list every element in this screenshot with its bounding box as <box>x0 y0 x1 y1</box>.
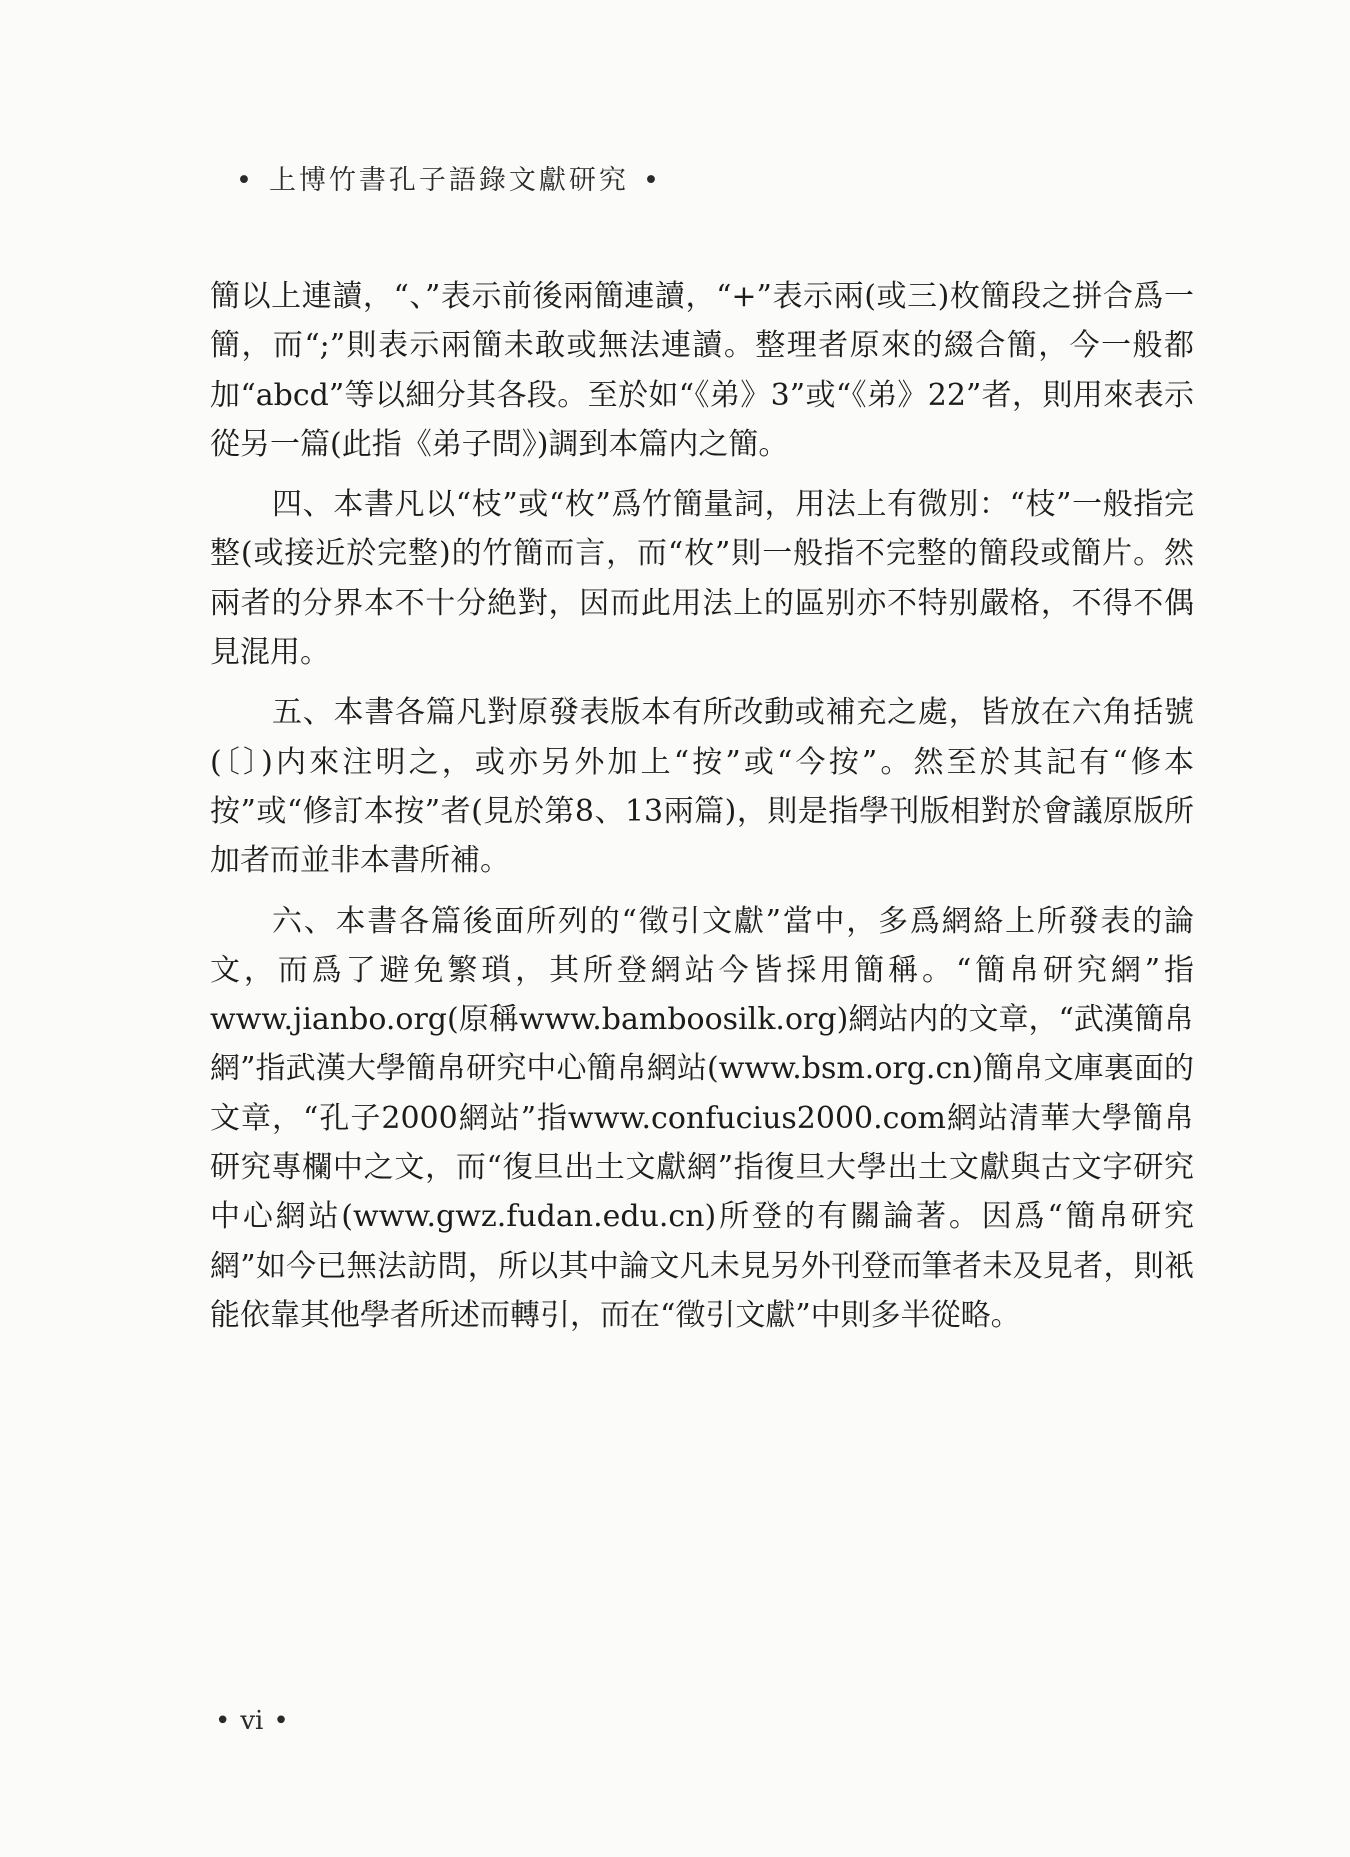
paragraph-item-4: 四、本書凡以“枝”或“枚”爲竹簡量詞，用法上有微別：“枝”一般指完整(或接近於完整)的竹簡而言，而“枚”則一般指不完整的簡段或簡片。然兩者的分界本不十分絶對，因而此用法上的區别亦不特别嚴格，不得不偶見混用。 <box>210 487 1194 671</box>
body-text <box>210 272 1194 1340</box>
page-footer <box>205 1706 299 1736</box>
footer-bullet-right: • <box>273 1706 289 1736</box>
header-bullet-left: • <box>236 165 255 196</box>
running-header <box>222 158 676 197</box>
header-bullet-right: • <box>642 165 662 196</box>
page-number: vi <box>240 1706 264 1736</box>
running-header-title: 上博竹書孔子語錄文獻研究 <box>268 165 629 196</box>
paragraph-item-6: 六、本書各篇後面所列的“徵引文獻”當中，多爲網絡上所發表的論文，而爲了避免繁瑣，其所登網站今皆採用簡稱。“簡帛研究網”指www.jianbo.org(原稱www.bamboosilk.org)網站内的文章，“武漢簡帛網”指武漢大學簡帛研究中心簡帛網站(www.bsm.org.cn)簡帛文庫裏面的文章，“孔子2000網站”指www.confucius2000.com網站清華大學簡帛研究專欄中之文，而“復旦出土文獻網”指復旦大學出土文獻與古文字研究中心網站(www.gwz.fudan.edu.cn)所登的有關論著。因爲“簡帛研究網”如今已無法訪問，所以其中論文凡未見另外刊登而筆者未及見者，則衹能依靠其他學者所述而轉引，而在“徵引文獻”中則多半從略。 <box>210 903 1194 1333</box>
footer-bullet-left: • <box>215 1706 231 1736</box>
paragraph-item-5: 五、本書各篇凡對原發表版本有所改動或補充之處，皆放在六角括號(〔〕)内來注明之，或亦另外加上“按”或“今按”。然至於其記有“修本按”或“修訂本按”者(見於第8、13兩篇)，則是指學刊版相對於會議原版所加者而並非本書所補。 <box>210 695 1194 879</box>
paragraph-continued: 簡以上連讀，“、”表示前後兩簡連讀，“+”表示兩(或三)枚簡段之拼合爲一簡，而“;”則表示兩簡未敢或無法連讀。整理者原來的綴合簡，今一般都加“abcd”等以細分其各段。至於如“《弟》3”或“《弟》22”者，則用來表示從另一篇(此指《弟子問》)調到本篇内之簡。 <box>210 279 1194 462</box>
